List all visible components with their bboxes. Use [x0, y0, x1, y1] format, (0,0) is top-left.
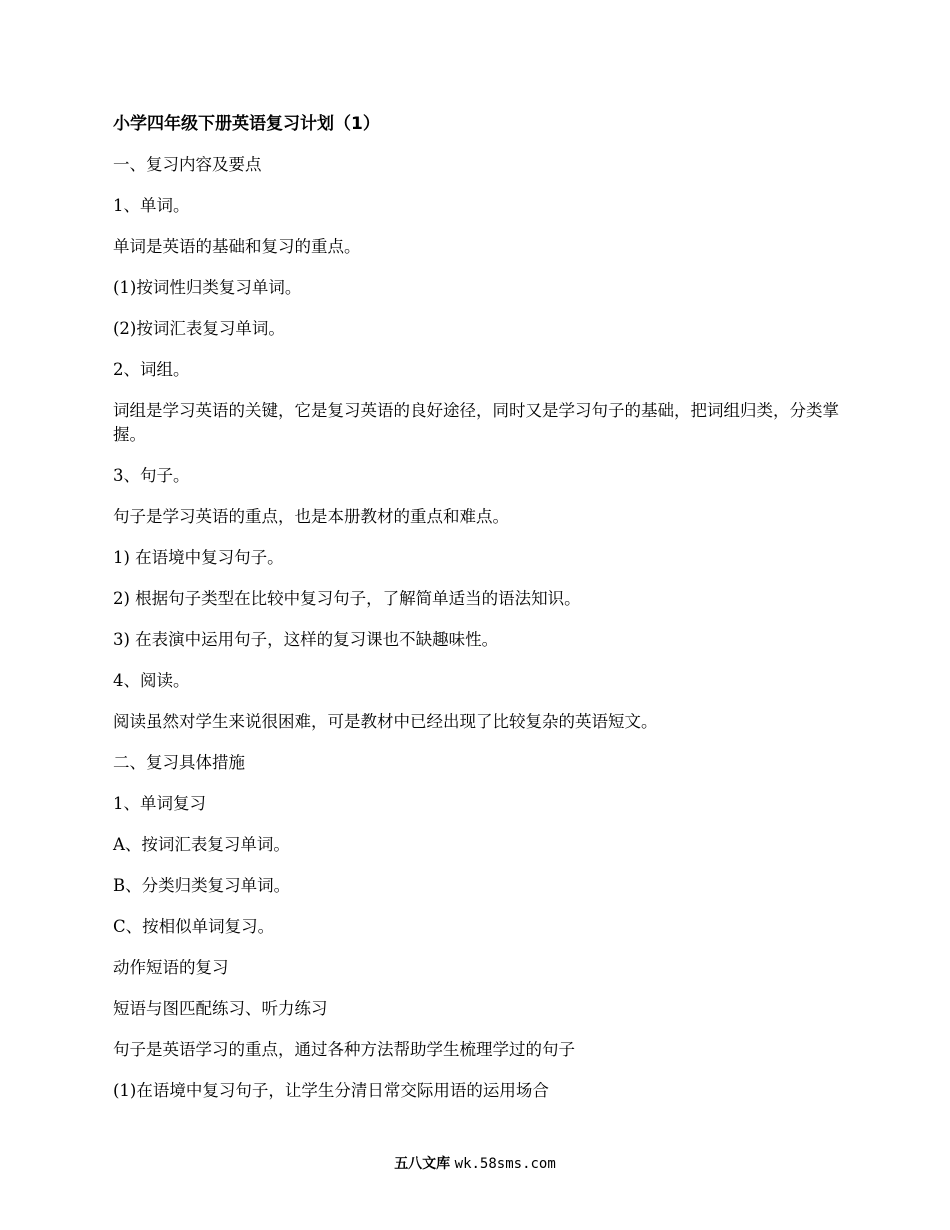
list-item: C、按相似单词复习。: [113, 917, 275, 936]
subheading-phrases: 2、词组。: [113, 360, 190, 379]
paragraph: 短语与图匹配练习、听力练习: [113, 999, 328, 1018]
subheading-word-review: 1、单词复习: [113, 794, 206, 813]
list-item: (1)在语境中复习句子，让学生分清日常交际用语的运用场合: [113, 1081, 549, 1100]
section-heading-2: 二、复习具体措施: [113, 753, 245, 772]
document-body: [113, 112, 843, 1120]
subheading-words: 1、单词。: [113, 196, 190, 215]
list-item: (1)按词性归类复习单词。: [113, 278, 302, 297]
subheading-sentences: 3、句子。: [113, 466, 190, 485]
paragraph: 句子是英语学习的重点，通过各种方法帮助学生梳理学过的句子: [113, 1040, 575, 1059]
list-item: 1) 在语境中复习句子。: [113, 548, 284, 567]
paragraph: 词组是学习英语的关键，它是复习英语的良好途径，同时又是学习句子的基础，把词组归类，分类掌握。: [113, 401, 839, 444]
section-heading-1: 一、复习内容及要点: [113, 155, 262, 174]
subheading-reading: 4、阅读。: [113, 671, 190, 690]
list-item: 3) 在表演中运用句子，这样的复习课也不缺趣味性。: [113, 630, 499, 649]
footer-site-name: 五八文库: [394, 1156, 451, 1172]
list-item: B、分类归类复习单词。: [113, 876, 291, 895]
paragraph: 句子是学习英语的重点，也是本册教材的重点和难点。: [113, 507, 509, 526]
list-item: (2)按词汇表复习单词。: [113, 319, 285, 338]
paragraph: 单词是英语的基础和复习的重点。: [113, 237, 361, 256]
list-item: A、按词汇表复习单词。: [113, 835, 290, 854]
document-title: 小学四年级下册英语复习计划（1）: [113, 114, 380, 134]
paragraph: 阅读虽然对学生来说很困难，可是教材中已经出现了比较复杂的英语短文。: [113, 712, 658, 731]
footer-url: wk.58sms.com: [454, 1156, 556, 1172]
page-footer: [0, 1154, 950, 1174]
paragraph: 动作短语的复习: [113, 958, 229, 977]
list-item: 2) 根据句子类型在比较中复习句子，了解简单适当的语法知识。: [113, 589, 581, 608]
